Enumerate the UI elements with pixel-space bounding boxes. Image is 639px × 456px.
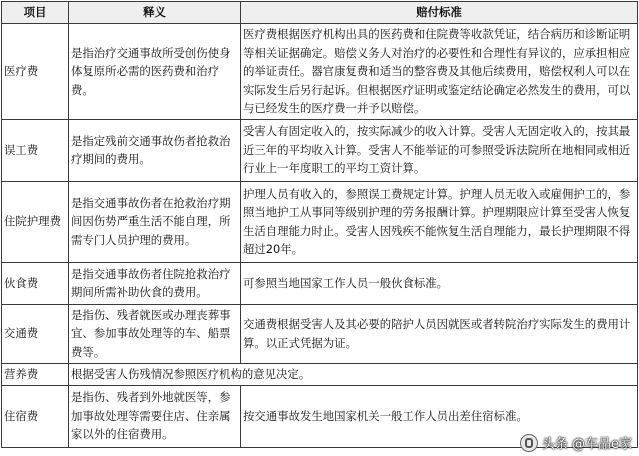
table-row <box>2 24 638 120</box>
table-row <box>2 262 638 304</box>
page <box>1 1 637 454</box>
row-definition: 是指伤、残者就医或办理丧葬事宜、参加事故处理等的车、船票费等。 <box>69 304 241 363</box>
row-name: 住宿费 <box>2 385 69 447</box>
header-item: 项目 <box>2 2 69 24</box>
table-row <box>2 181 638 262</box>
row-definition: 是指交通事故伤者在抢救治疗期间因伤势严重生活不能自理，所需专门人员护理的费用。 <box>69 181 241 262</box>
row-standard: 按交通事故发生地国家机关一般工作人员出差住宿标准。 <box>241 385 638 447</box>
watermark <box>520 433 632 452</box>
table-row <box>2 363 638 385</box>
row-name: 住院护理费 <box>2 181 69 262</box>
header-standard: 赔付标准 <box>241 2 638 24</box>
row-definition: 是指交通事故伤者住院抢救治疗期间所需补助伙食的费用。 <box>69 262 241 304</box>
row-name: 伙食费 <box>2 262 69 304</box>
row-name: 医疗费 <box>2 24 69 120</box>
row-standard: 交通费根据受害人及其必要的陪护人员因就医或者转院治疗实际发生的费用计算。以正式凭据为证。 <box>241 304 638 363</box>
row-definition: 是指治疗交通事故所受创伤使身体复原所必需的医药费和治疗费。 <box>69 24 241 120</box>
row-standard: 医疗费根据医疗机构出具的医药费和住院费等收款凭证，结合病历和诊断证明等相关证据确定。赔偿义务人对治疗的必要性和合理性有异议的，应承担相应的举证责任。器官康复费和适当的整容费及其他后续费用，赔偿权利人可以在实际发生后另行起诉。但根据医疗证明或鉴定结论确定必然发生的费用，可以与已经发生的医疗费一并予以赔偿。 <box>241 24 638 120</box>
header-definition: 释义 <box>69 2 241 24</box>
row-name: 交通费 <box>2 304 69 363</box>
row-name: 营养费 <box>2 363 69 385</box>
row-name: 误工费 <box>2 119 69 181</box>
watermark-text: 头条 @车品e家 <box>541 437 632 452</box>
row-standard: 护理人员有收入的，参照误工费规定计算。护理人员无收入或雇佣护工的，参照当地护工从事同等级别护理的劳务报酬计算。护理期限应计算至受害人恢复生活自理能力时止。受害人因残疾不能恢复生活自理能力，最长护理期限不得超过20年。 <box>241 181 638 262</box>
toutiao-logo-icon <box>520 434 538 452</box>
compensation-table <box>1 1 638 448</box>
row-definition: 根据受害人伤残情况参照医疗机构的意见决定。 <box>69 363 638 385</box>
table-row <box>2 304 638 363</box>
row-definition: 是指伤、残者到外地就医等，参加事故处理等需要住店、住亲属家以外的住宿费用。 <box>69 385 241 447</box>
row-definition: 是指定残前交通事故伤者抢救治疗期间的费用。 <box>69 119 241 181</box>
table-row <box>2 119 638 181</box>
row-standard: 受害人有固定收入的，按实际减少的收入计算。受害人无固定收入的，按其最近三年的平均收入计算。受害人不能举证的可参照受诉法院所在地相同或相近行业上一年度职工的平均工资计算。 <box>241 119 638 181</box>
table-header-row <box>2 2 638 24</box>
row-standard: 可参照当地国家工作人员一般伙食标准。 <box>241 262 638 304</box>
